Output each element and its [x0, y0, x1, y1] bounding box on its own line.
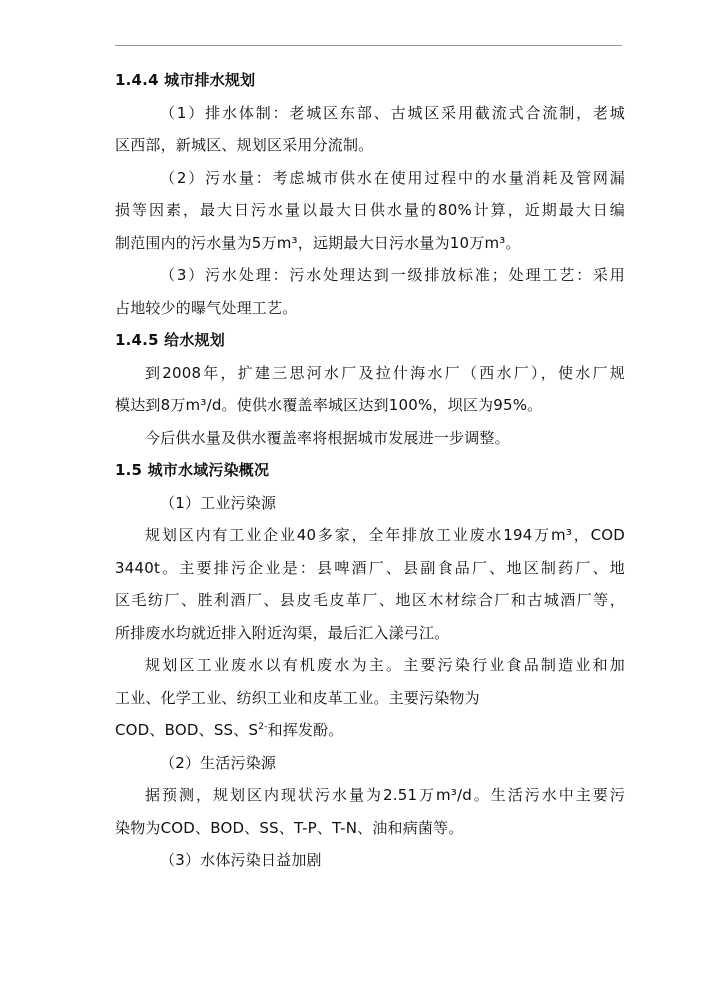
paragraph-line: 损等因素，最大日污水量以最大日供水量的80%计算，近期最大日编: [115, 201, 625, 219]
header-rule: [115, 45, 622, 46]
paragraph-line: 所排废水均就近排入附近沟渠，最后汇入漾弓江。: [115, 623, 450, 642]
paragraph-line: 工业、化学工业、纺织工业和皮革工业。主要污染物为: [115, 688, 480, 707]
paragraph-line: 制范围内的污水量为5万m³，远期最大日污水量为10万m³。: [115, 233, 521, 252]
superscript: 2-: [258, 722, 268, 732]
paragraph-line: （2）污水量：考虑城市供水在使用过程中的水量消耗及管网漏: [160, 168, 625, 187]
subsection-heading: （3）水体污染日益加剧: [160, 851, 322, 869]
section-heading: 1.4.5 给水规划: [115, 331, 225, 349]
paragraph-line: 模达到8万m³/d。使供水覆盖率城区达到100%，坝区为95%。: [115, 396, 543, 414]
paragraph-line: 区西部，新城区、规划区采用分流制。: [115, 136, 374, 154]
subsection-heading: （2）生活污染源: [160, 753, 277, 772]
paragraph-line: 占地较少的曝气处理工艺。: [115, 298, 298, 317]
section-heading: 1.4.4 城市排水规划: [115, 71, 256, 89]
paragraph-line: 区毛纺厂、胜利酒厂、县皮毛皮革厂、地区木材综合厂和古城酒厂等，: [115, 591, 625, 609]
subsection-heading: （1）工业污染源: [160, 493, 277, 512]
paragraph-line: 规划区工业废水以有机废水为主。主要污染行业食品制造业和加: [145, 656, 625, 674]
document-body: [115, 64, 625, 877]
paragraph-line: 规划区内有工业企业40多家，全年排放工业废水194万m³，COD: [145, 526, 625, 544]
paragraph-line: （3）污水处理：污水处理达到一级排放标准；处理工艺：采用: [160, 266, 625, 284]
section-heading: 1.5 城市水域污染概况: [115, 461, 270, 479]
paragraph-line: （1）排水体制：老城区东部、古城区采用截流式合流制，老城: [160, 103, 625, 122]
pollutant-list-tail: 和挥发酚。: [267, 721, 344, 739]
paragraph-line: 今后供水量及供水覆盖率将根据城市发展进一步调整。: [145, 428, 510, 447]
paragraph-line: 3440t。主要排污企业是：县啤酒厂、县副食品厂、地区制药厂、地: [115, 558, 625, 577]
paragraph-line: 到2008年，扩建三思河水厂及拉什海水厂（西水厂），使水厂规: [145, 363, 625, 382]
paragraph-line: 据预测，规划区内现状污水量为2.51万m³/d。生活污水中主要污: [145, 786, 625, 804]
pollutant-list: COD、BOD、SS、S: [115, 721, 259, 739]
paragraph-line: [115, 714, 625, 747]
paragraph-line: 染物为COD、BOD、SS、T-P、T-N、油和病菌等。: [115, 818, 464, 837]
